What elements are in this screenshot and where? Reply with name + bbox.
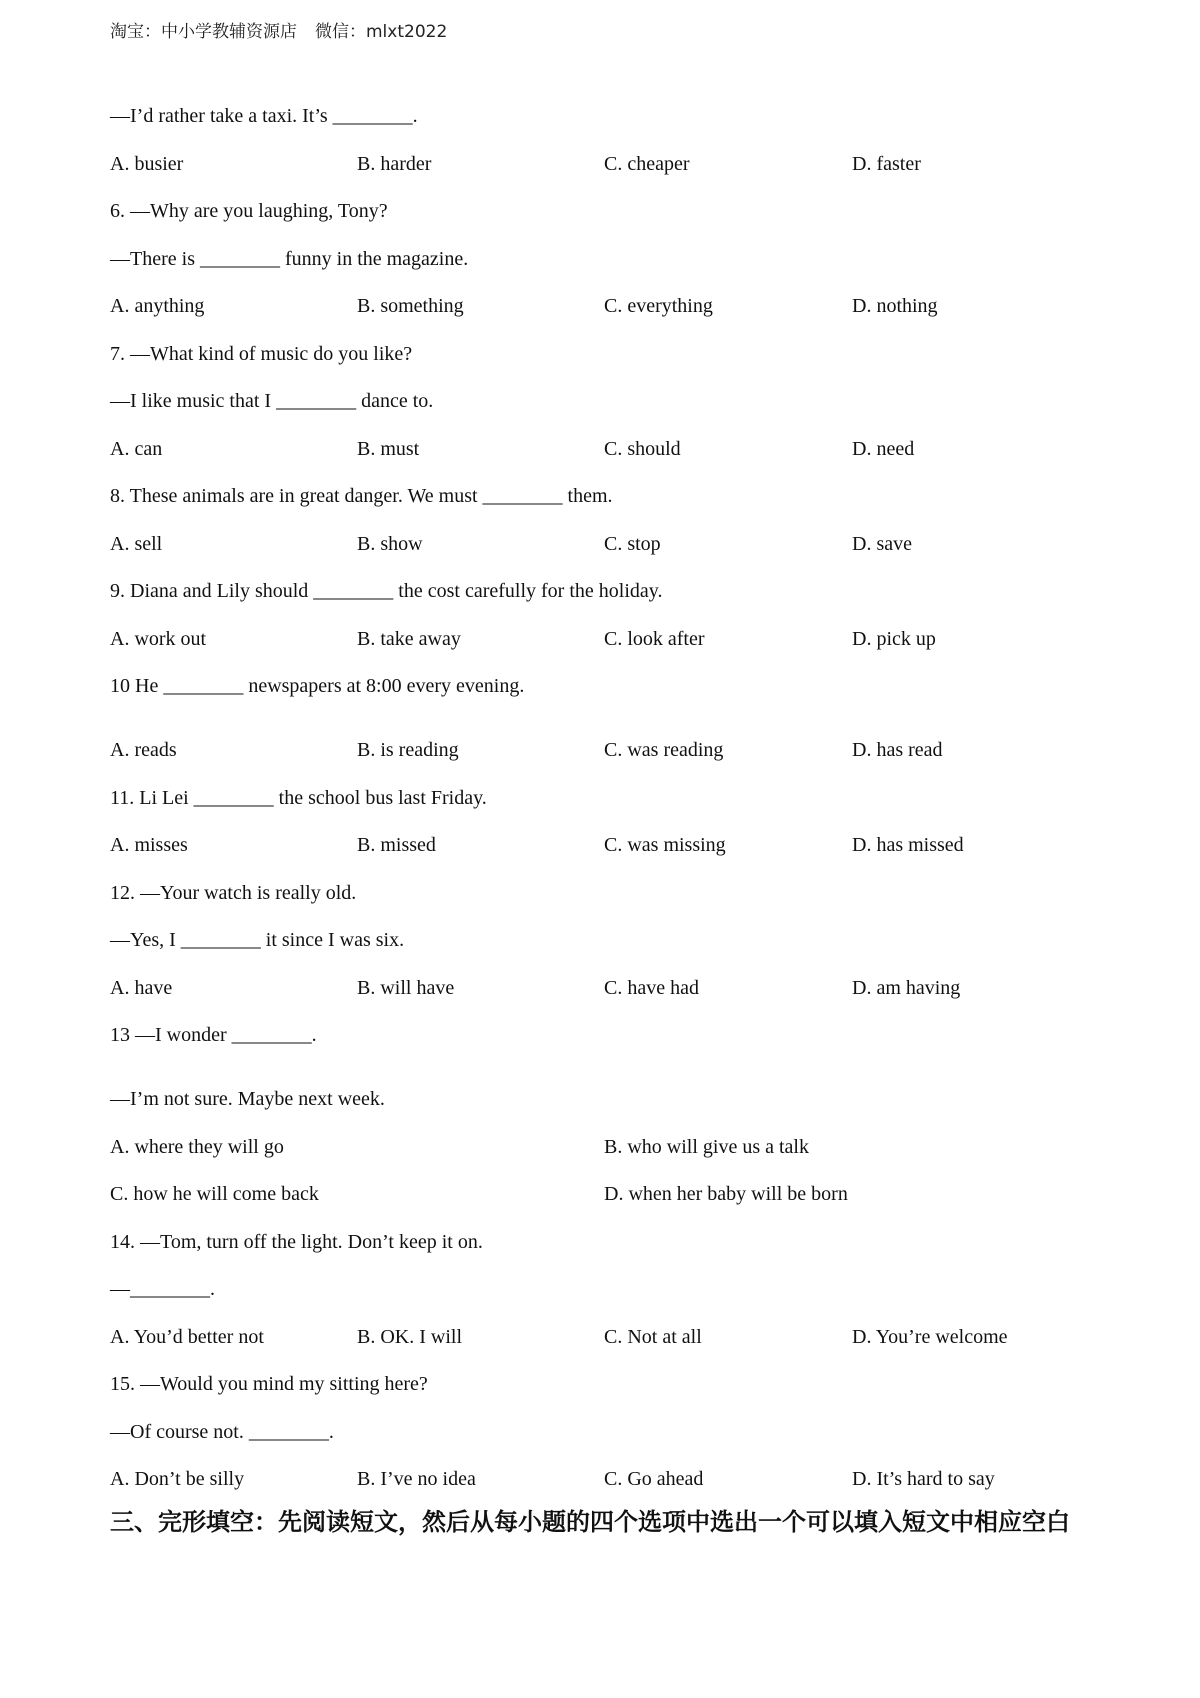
q10-option-c: C. was reading [604,739,724,761]
q7-option-c: C. should [604,437,681,460]
q15-options [110,1456,1110,1504]
question-list [110,93,1110,1504]
q12-option-c: C. have had [604,976,699,999]
q6-answer-line: —There is ________ funny in the magazine. [110,247,469,270]
q7-options [110,426,1110,474]
q5-option-d: D. faster [852,152,921,175]
q15-option-d: D. It’s hard to say [852,1468,995,1490]
q13-option-a: A. where they will go [110,1135,284,1158]
q13-option-d: D. when her baby will be born [604,1183,848,1205]
q13-options-cd [110,1171,1110,1219]
q8-options [110,521,1110,569]
q15-option-c: C. Go ahead [604,1468,704,1490]
q13-option-b: B. who will give us a talk [604,1135,809,1158]
q9-options [110,616,1110,664]
q12-answer-line: —Yes, I ________ it since I was six. [110,929,405,951]
q6-options [110,283,1110,331]
q6-stem: 6. —Why are you laughing, Tony? [110,200,388,222]
q11-option-b: B. missed [357,834,436,856]
section-heading: 三、完形填空：先阅读短文，然后从每小题的四个选项中选出一个可以填入短文中相应空白 [110,1508,1070,1536]
q15-answer-line: —Of course not. ________. [110,1420,334,1443]
q12-option-b: B. will have [357,976,455,999]
q12-options [110,965,1110,1013]
q10-option-b: B. is reading [357,739,459,761]
q12-option-a: A. have [110,976,173,999]
q14-option-c: C. Not at all [604,1325,702,1348]
q14-options [110,1314,1110,1362]
q8-option-a: A. sell [110,532,163,555]
q5-answer-line: —I’d rather take a taxi. It’s ________. [110,105,418,127]
q13-answer-line: —I’m not sure. Maybe next week. [110,1088,385,1110]
q14-option-a: A. You’d better not [110,1325,264,1348]
q13-stem: 13 —I wonder ________. [110,1024,317,1046]
q6-option-a: A. anything [110,295,205,317]
q11-option-a: A. misses [110,834,188,856]
q15-stem: 15. —Would you mind my sitting here? [110,1373,428,1395]
q5-option-b: B. harder [357,152,432,175]
q11-option-c: C. was missing [604,834,726,856]
q14-option-b: B. OK. I will [357,1325,462,1348]
q10-options [110,727,1110,775]
q9-option-d: D. pick up [852,627,936,650]
q9-stem: 9. Diana and Lily should ________ the cost carefully for the holiday. [110,580,663,602]
q12-stem: 12. —Your watch is really old. [110,881,357,904]
q7-option-b: B. must [357,437,420,460]
q8-option-c: C. stop [604,532,661,555]
q5-options [110,141,1110,189]
q12-option-d: D. am having [852,976,961,999]
q7-option-d: D. need [852,437,915,460]
q13-options-ab [110,1124,1110,1172]
q6-option-d: D. nothing [852,295,938,317]
q14-option-d: D. You’re welcome [852,1325,1008,1348]
q10-option-a: A. reads [110,739,177,761]
q15-option-b: B. I’ve no idea [357,1468,476,1490]
q6-option-b: B. something [357,295,464,317]
q8-stem: 8. These animals are in great danger. We must ________ them. [110,485,613,507]
q14-answer-line: —________. [110,1278,215,1300]
q15-option-a: A. Don’t be silly [110,1468,245,1490]
q5-option-c: C. cheaper [604,152,690,175]
shop-name: 淘宝：中小学教辅资源店 [110,22,297,42]
q9-option-a: A. work out [110,627,207,650]
q14-stem: 14. —Tom, turn off the light. Don’t keep it on. [110,1230,483,1253]
page-header [110,17,447,42]
q8-option-d: D. save [852,532,912,555]
q8-option-b: B. show [357,532,423,555]
q9-option-b: B. take away [357,627,461,650]
q9-option-c: C. look after [604,627,705,650]
q11-stem: 11. Li Lei ________ the school bus last Friday. [110,786,487,809]
q7-answer-line: —I like music that I ________ dance to. [110,390,434,412]
q5-option-a: A. busier [110,152,184,175]
q7-option-a: A. can [110,437,163,460]
q10-option-d: D. has read [852,739,943,761]
q10-stem: 10 He ________ newspapers at 8:00 every evening. [110,675,525,697]
q11-options [110,822,1110,870]
q6-option-c: C. everything [604,295,713,317]
q11-option-d: D. has missed [852,834,964,856]
wechat-id: 微信：mlxt2022 [315,22,448,42]
q7-stem: 7. —What kind of music do you like? [110,342,413,365]
q13-option-c: C. how he will come back [110,1183,319,1205]
